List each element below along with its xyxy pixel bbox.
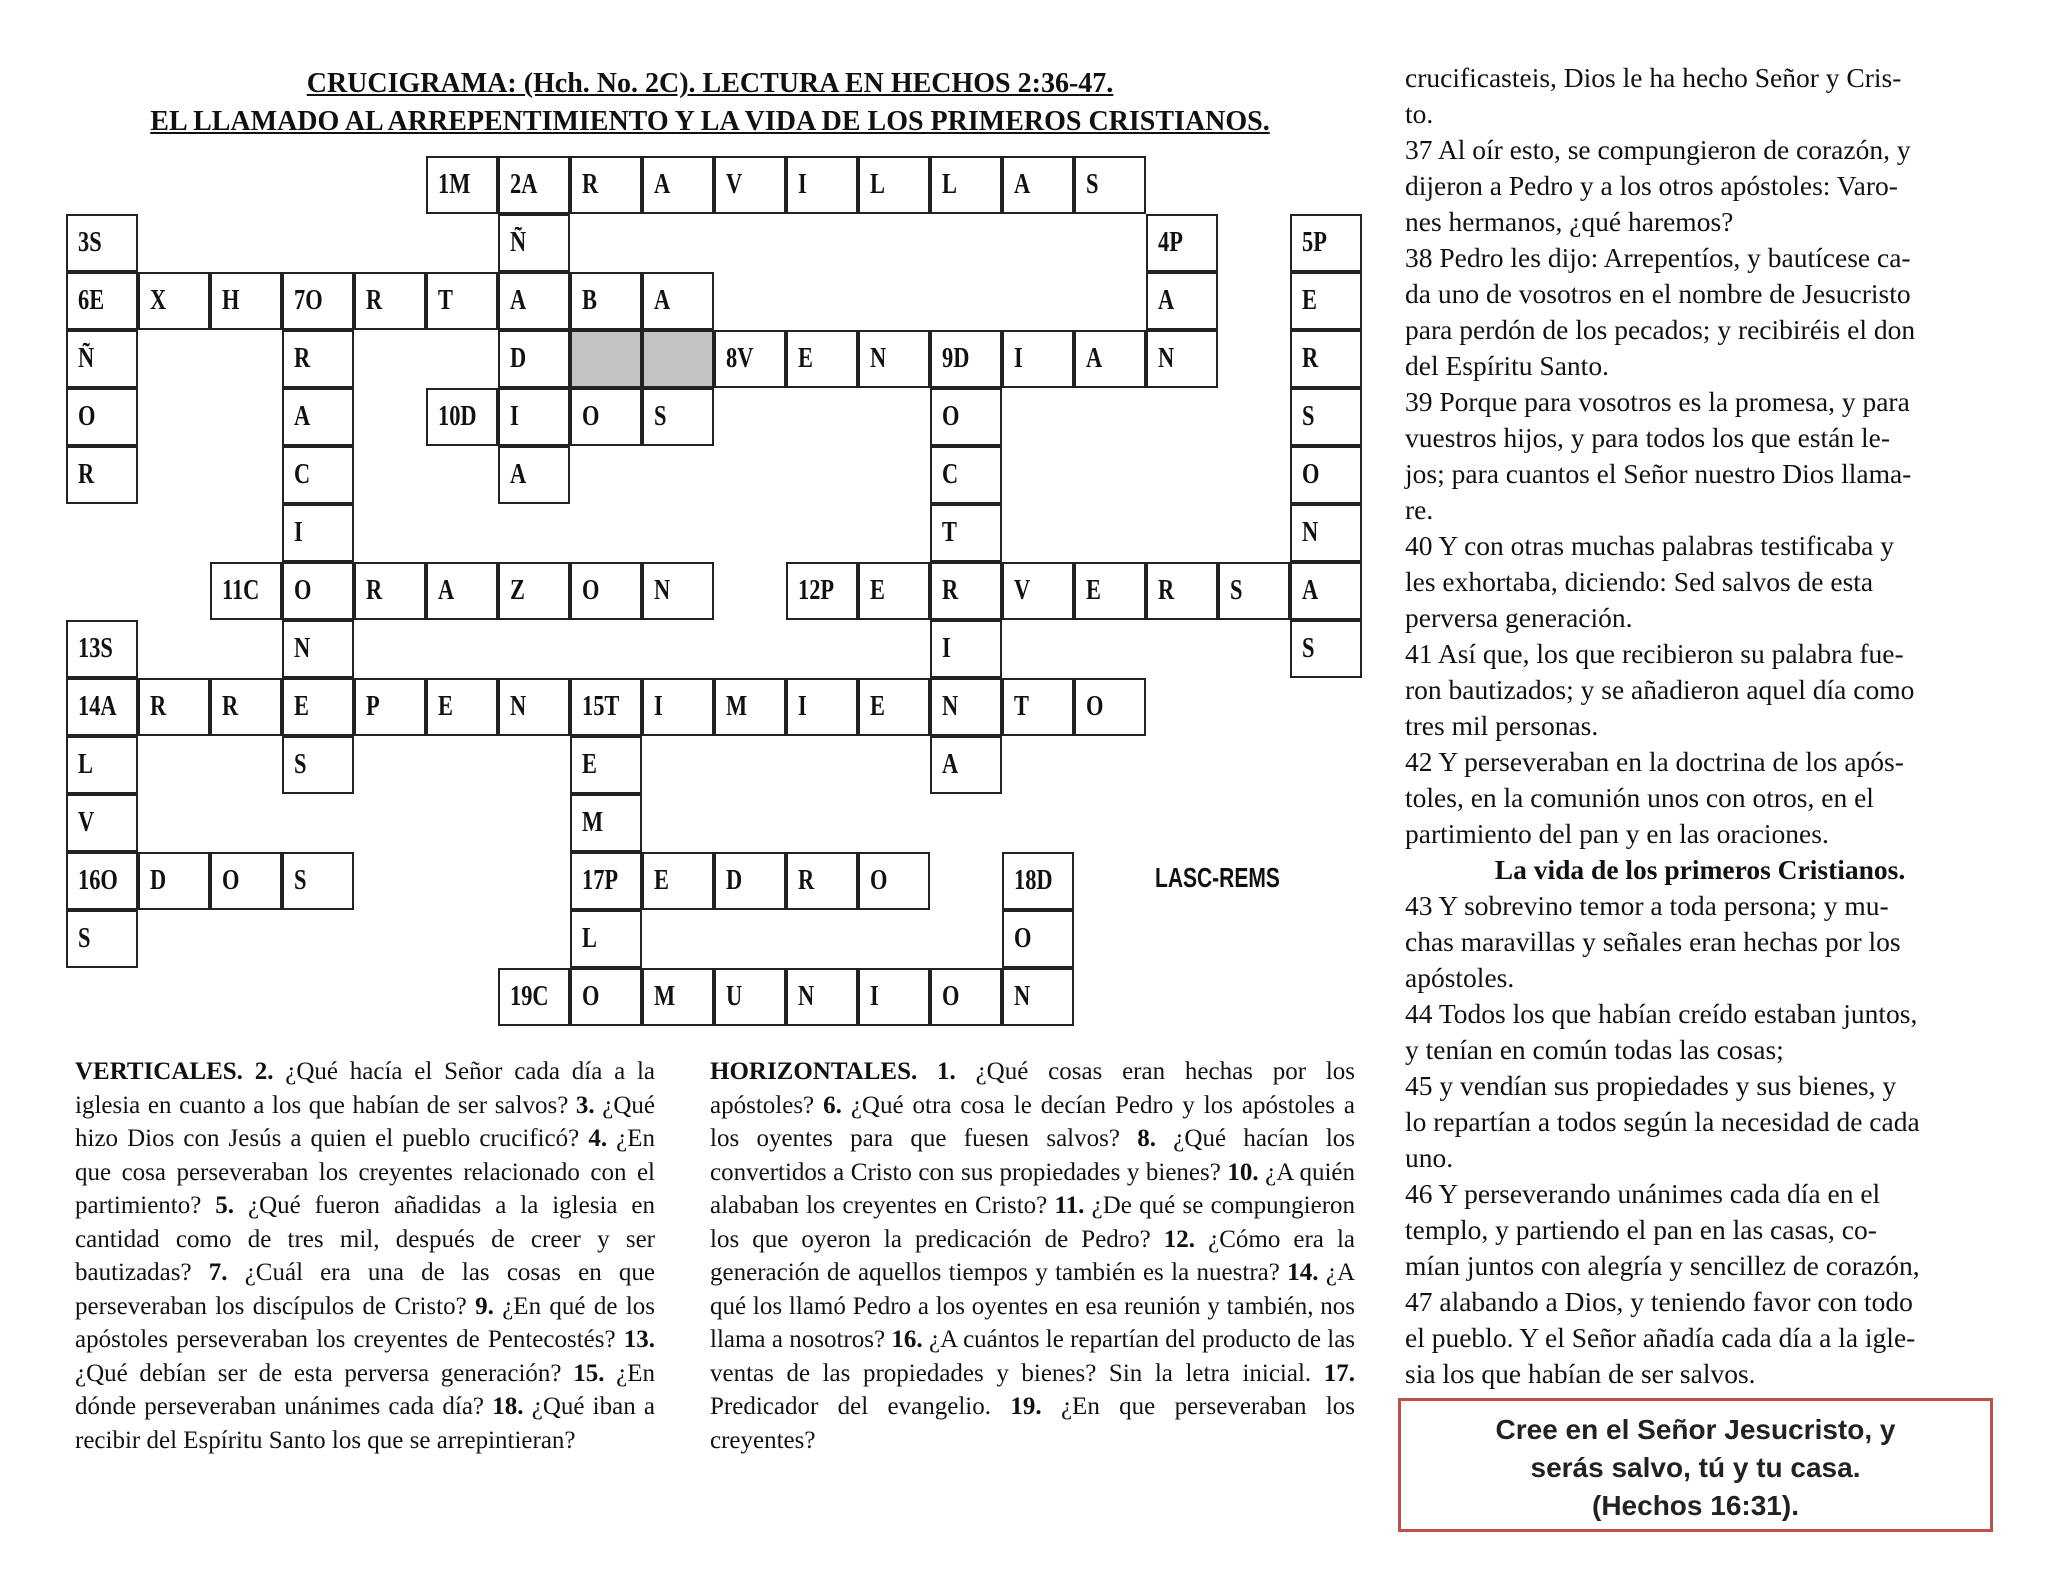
grid-cell: I bbox=[282, 504, 354, 562]
grid-cell: D bbox=[714, 852, 786, 910]
clue-number: 5. bbox=[215, 1192, 235, 1219]
grid-cell: T bbox=[426, 272, 498, 330]
grid-cell: 14A bbox=[66, 678, 138, 736]
scripture-line: sia los que habían de ser salvos. bbox=[1405, 1358, 1756, 1389]
scripture-lines-part-1 bbox=[1405, 60, 1995, 852]
clue-text: ¿Qué debían ser de esta perversa generación? bbox=[75, 1359, 562, 1387]
clue-text: ¿Qué hizo Dios con Jesús a quien el pueblo crucificó? bbox=[75, 1091, 656, 1152]
grid-cell: O bbox=[930, 968, 1002, 1026]
scripture-line: partimiento del pan y en las oraciones. bbox=[1405, 818, 1829, 849]
grid-cell: 1M bbox=[426, 156, 498, 214]
clue-number: 3. bbox=[575, 1091, 595, 1119]
grid-cell: R bbox=[66, 446, 138, 504]
grid-cell: A bbox=[282, 388, 354, 446]
clue-text: ¿Qué cosas eran hechas por los apóstoles? bbox=[710, 1058, 1355, 1119]
grid-cell: B bbox=[570, 272, 642, 330]
grid-cell: R bbox=[210, 678, 282, 736]
grid-cell: N bbox=[930, 678, 1002, 736]
grid-cell: R bbox=[786, 852, 858, 910]
grid-cell: V bbox=[1002, 562, 1074, 620]
grid-cell: U bbox=[714, 968, 786, 1026]
grid-cell: A bbox=[1002, 156, 1074, 214]
clue-number: 18. bbox=[492, 1393, 524, 1420]
title-line-2: EL LLAMADO AL ARREPENTIMIENTO Y LA VIDA DE LOS PRIMEROS CRISTIANOS. bbox=[150, 106, 1270, 137]
grid-cell: 7O bbox=[282, 272, 354, 330]
grid-cell: O bbox=[858, 852, 930, 910]
scripture-line: toles, en la comunión unos con otros, en el bbox=[1405, 782, 1874, 813]
scripture-line: mían juntos con alegría y sencillez de corazón, bbox=[1405, 1250, 1920, 1281]
grid-cell: H bbox=[210, 272, 282, 330]
grid-cell: A bbox=[426, 562, 498, 620]
grid-cell: E bbox=[858, 678, 930, 736]
grid-cell: 4P bbox=[1146, 214, 1218, 272]
scripture-line: dijeron a Pedro y a los otros apóstoles: Varo- bbox=[1405, 170, 1898, 201]
clue-text: ¿En que cosa perseveraban los creyentes relacionado con el partimiento? bbox=[75, 1125, 655, 1219]
clue-number: 9. bbox=[475, 1292, 494, 1320]
grid-cell: E bbox=[786, 330, 858, 388]
grid-cell: 8V bbox=[714, 330, 786, 388]
grid-cell: I bbox=[858, 968, 930, 1026]
grid-cell: X bbox=[138, 272, 210, 330]
clue-section-heading: HORIZONTALES. bbox=[710, 1058, 918, 1085]
clue-number: 19. bbox=[1010, 1393, 1042, 1420]
grid-cell: 17P bbox=[570, 852, 642, 910]
scripture-line: vuestros hijos, y para todos los que están le- bbox=[1405, 422, 1890, 453]
grid-cell: R bbox=[282, 330, 354, 388]
clue-text: ¿En que perseveraban los creyentes? bbox=[710, 1393, 1356, 1454]
grid-cell: E bbox=[426, 678, 498, 736]
grid-cell: C bbox=[930, 446, 1002, 504]
grid-cell: A bbox=[498, 272, 570, 330]
grid-cell: M bbox=[570, 794, 642, 852]
scripture-line: re. bbox=[1405, 494, 1434, 525]
grid-cell: 13S bbox=[66, 620, 138, 678]
grid-cell: R bbox=[138, 678, 210, 736]
clue-text: ¿A quién alababan los creyentes en Cristo? bbox=[710, 1158, 1355, 1219]
grid-cell: T bbox=[930, 504, 1002, 562]
clue-text: ¿Qué hacían los convertidos a Cristo con sus propiedades y bienes? bbox=[710, 1125, 1356, 1186]
grid-cell: Z bbox=[498, 562, 570, 620]
grid-cell: E bbox=[642, 852, 714, 910]
scripture-line: nes hermanos, ¿qué haremos? bbox=[1405, 206, 1734, 237]
scripture-line: lo repartían a todos según la necesidad de cada bbox=[1405, 1106, 1920, 1137]
grid-cell: I bbox=[498, 388, 570, 446]
clue-text: ¿Cómo era la generación de aquellos tiempos y también es la nuestra? bbox=[710, 1225, 1356, 1286]
grid-cell: O bbox=[1290, 446, 1362, 504]
verse-line-2: serás salvo, tú y tu casa. bbox=[1530, 1452, 1861, 1483]
scripture-line: apóstoles. bbox=[1405, 962, 1515, 993]
clue-text: ¿Qué hacía el Señor cada día a la iglesia en cuanto a los que habían de ser salvos? bbox=[75, 1058, 655, 1119]
scripture-line: 46 Y perseverando unánimes cada día en el bbox=[1405, 1178, 1881, 1209]
scripture-column bbox=[1405, 60, 1995, 1392]
grid-cell: O bbox=[570, 968, 642, 1026]
scripture-line: les exhortaba, diciendo: Sed salvos de esta bbox=[1405, 566, 1874, 597]
grid-cell: L bbox=[570, 910, 642, 968]
clue-number: 1. bbox=[937, 1058, 956, 1085]
grid-cell: D bbox=[138, 852, 210, 910]
grid-cell: 16O bbox=[66, 852, 138, 910]
grid-cell: E bbox=[1074, 562, 1146, 620]
grid-cell: E bbox=[570, 736, 642, 794]
grid-cell: E bbox=[1290, 272, 1362, 330]
grid-cell: R bbox=[354, 272, 426, 330]
scripture-line: 37 Al oír esto, se compungieron de corazón, y bbox=[1405, 134, 1911, 165]
grid-cell: 10D bbox=[426, 388, 498, 446]
scripture-line: crucificasteis, Dios le ha hecho Señor y Cris- bbox=[1405, 62, 1902, 93]
author-credit: LASC-REMS bbox=[1155, 862, 1280, 893]
verse-line-1: Cree en el Señor Jesucristo, y bbox=[1495, 1414, 1896, 1445]
scripture-line: 44 Todos los que habían creído estaban juntos, bbox=[1405, 998, 1918, 1029]
grid-cell: N bbox=[1290, 504, 1362, 562]
grid-cell-blocked bbox=[570, 330, 642, 388]
grid-cell: D bbox=[498, 330, 570, 388]
grid-cell: I bbox=[786, 678, 858, 736]
clue-text: ¿De qué se compungieron los que oyeron la predicación de Pedro? bbox=[710, 1192, 1356, 1253]
grid-cell: A bbox=[642, 156, 714, 214]
grid-cell: E bbox=[858, 562, 930, 620]
clue-number: 4. bbox=[588, 1125, 608, 1152]
scripture-line: ron bautizados; y se añadieron aquel día como bbox=[1405, 674, 1915, 705]
grid-cell: S bbox=[1218, 562, 1290, 620]
grid-cell: C bbox=[282, 446, 354, 504]
grid-cell: N bbox=[786, 968, 858, 1026]
grid-cell: M bbox=[714, 678, 786, 736]
grid-cell: A bbox=[1146, 272, 1218, 330]
scripture-line: el pueblo. Y el Señor añadía cada día a la igle- bbox=[1405, 1322, 1916, 1353]
grid-cell: L bbox=[858, 156, 930, 214]
grid-cell: O bbox=[930, 388, 1002, 446]
clue-number: 10. bbox=[1227, 1158, 1259, 1186]
scripture-line: 45 y vendían sus propiedades y sus bienes, y bbox=[1405, 1070, 1897, 1101]
clue-text: Predicador del evangelio. bbox=[710, 1393, 991, 1420]
scripture-line: chas maravillas y señales eran hechas por los bbox=[1405, 926, 1901, 957]
grid-cell: O bbox=[570, 388, 642, 446]
title-line-1: CRUCIGRAMA: (Hch. No. 2C). LECTURA EN HECHOS 2:36-47. bbox=[306, 68, 1114, 99]
scripture-line: 43 Y sobrevino temor a toda persona; y mu- bbox=[1405, 890, 1889, 921]
grid-cell: A bbox=[498, 446, 570, 504]
scripture-lines-part-2 bbox=[1405, 888, 1995, 1392]
grid-cell: O bbox=[570, 562, 642, 620]
grid-cell: A bbox=[1290, 562, 1362, 620]
clue-number: 15. bbox=[573, 1359, 605, 1387]
grid-cell: O bbox=[1074, 678, 1146, 736]
grid-cell: O bbox=[1002, 910, 1074, 968]
horizontal-clues bbox=[710, 1055, 1355, 1457]
clue-text: ¿A qué los llamó Pedro a los oyentes en esa reunión y también, nos llama a nosotros? bbox=[710, 1259, 1356, 1353]
grid-cell: R bbox=[1290, 330, 1362, 388]
grid-cell: I bbox=[642, 678, 714, 736]
scripture-line: 42 Y perseveraban en la doctrina de los após- bbox=[1405, 746, 1904, 777]
grid-cell: S bbox=[642, 388, 714, 446]
grid-cell: 3S bbox=[66, 214, 138, 272]
clue-number: 7. bbox=[208, 1259, 228, 1286]
scripture-line: da uno de vosotros en el nombre de Jesucristo bbox=[1405, 278, 1911, 309]
grid-cell: L bbox=[66, 736, 138, 794]
grid-cell: Ñ bbox=[66, 330, 138, 388]
grid-cell: P bbox=[354, 678, 426, 736]
scripture-line: 38 Pedro les dijo: Arrepentíos, y bautícese ca- bbox=[1405, 242, 1911, 273]
clue-text: ¿Cuál era una de las cosas en que perseveraban los discípulos de Cristo? bbox=[75, 1259, 656, 1320]
grid-cell: E bbox=[282, 678, 354, 736]
grid-cell: V bbox=[66, 794, 138, 852]
grid-cell: V bbox=[714, 156, 786, 214]
grid-cell: L bbox=[930, 156, 1002, 214]
scripture-line: tres mil personas. bbox=[1405, 710, 1599, 741]
grid-cell: A bbox=[642, 272, 714, 330]
grid-cell: R bbox=[1146, 562, 1218, 620]
grid-cell: I bbox=[786, 156, 858, 214]
grid-cell: O bbox=[210, 852, 282, 910]
grid-cell: T bbox=[1002, 678, 1074, 736]
grid-cell: O bbox=[282, 562, 354, 620]
grid-cell: M bbox=[642, 968, 714, 1026]
scripture-line: to. bbox=[1405, 98, 1434, 129]
grid-cell: 5P bbox=[1290, 214, 1362, 272]
clue-number: 16. bbox=[891, 1326, 923, 1353]
grid-cell: S bbox=[1290, 388, 1362, 446]
clue-number: 14. bbox=[1287, 1259, 1319, 1286]
grid-cell: S bbox=[282, 736, 354, 794]
clue-text: ¿En dónde perseveraban unánimes cada día? bbox=[75, 1359, 656, 1420]
scripture-line: 41 Así que, los que recibieron su palabra fue- bbox=[1405, 638, 1904, 669]
scripture-subheading: La vida de los primeros Cristianos. bbox=[1494, 854, 1906, 885]
grid-cell: S bbox=[282, 852, 354, 910]
clue-number: 12. bbox=[1163, 1225, 1196, 1253]
grid-cell: 6E bbox=[66, 272, 138, 330]
grid-cell: R bbox=[930, 562, 1002, 620]
grid-cell: 18D bbox=[1002, 852, 1074, 910]
scripture-line: 40 Y con otras muchas palabras testificaba y bbox=[1405, 530, 1894, 561]
clue-text: ¿A cuántos le repartían del producto de las ventas de las propiedades y bienes? Sin la letra inicial. bbox=[710, 1326, 1356, 1387]
grid-cell: N bbox=[498, 678, 570, 736]
clue-number: 6. bbox=[823, 1091, 842, 1119]
scripture-line: 39 Porque para vosotros es la promesa, y para bbox=[1405, 386, 1910, 417]
clue-number: 8. bbox=[1137, 1125, 1156, 1152]
scripture-line: uno. bbox=[1405, 1142, 1454, 1173]
grid-cell: N bbox=[642, 562, 714, 620]
clue-number: 17. bbox=[1323, 1359, 1356, 1387]
grid-cell: 19C bbox=[498, 968, 570, 1026]
grid-cell: N bbox=[282, 620, 354, 678]
grid-cell: Ñ bbox=[498, 214, 570, 272]
grid-cell: S bbox=[1074, 156, 1146, 214]
clue-number: 11. bbox=[1054, 1192, 1085, 1219]
scripture-line: 47 alabando a Dios, y teniendo favor con todo bbox=[1405, 1286, 1913, 1317]
clue-number: 2. bbox=[254, 1058, 274, 1085]
clue-text: ¿En qué de los apóstoles perseveraban los creyentes de Pentecostés? bbox=[75, 1292, 656, 1353]
grid-cell: N bbox=[1002, 968, 1074, 1026]
grid-cell: R bbox=[570, 156, 642, 214]
verse-reference: (Hechos 16:31). bbox=[1592, 1490, 1799, 1521]
grid-cell: 9D bbox=[930, 330, 1002, 388]
scripture-line: para perdón de los pecados; y recibiréis el don bbox=[1405, 314, 1916, 345]
grid-cell-blocked bbox=[642, 330, 714, 388]
clue-section-heading: VERTICALES. bbox=[75, 1058, 243, 1085]
grid-cell: N bbox=[858, 330, 930, 388]
grid-cell: 12P bbox=[786, 562, 858, 620]
scripture-line: y tenían en común todas las cosas; bbox=[1405, 1034, 1784, 1065]
grid-cell: S bbox=[66, 910, 138, 968]
grid-cell: I bbox=[1002, 330, 1074, 388]
grid-cell: S bbox=[1290, 620, 1362, 678]
grid-cell: R bbox=[354, 562, 426, 620]
grid-cell: 2A bbox=[498, 156, 570, 214]
grid-cell: I bbox=[930, 620, 1002, 678]
clue-text: ¿Qué otra cosa le decían Pedro y los apóstoles a los oyentes para que fuesen salvos? bbox=[710, 1091, 1355, 1152]
grid-cell: A bbox=[930, 736, 1002, 794]
grid-cell: N bbox=[1146, 330, 1218, 388]
scripture-line: jos; para cuantos el Señor nuestro Dios llama- bbox=[1405, 458, 1912, 489]
scripture-line: del Espíritu Santo. bbox=[1405, 350, 1609, 381]
clue-number: 13. bbox=[623, 1326, 656, 1353]
verse-box bbox=[1398, 1398, 1993, 1532]
scripture-line: templo, y partiendo el pan en las casas, co- bbox=[1405, 1214, 1877, 1245]
grid-cell: 11C bbox=[210, 562, 282, 620]
grid-cell: O bbox=[66, 388, 138, 446]
clue-text: ¿Qué iban a recibir del Espíritu Santo los que se arrepintieran? bbox=[75, 1393, 656, 1454]
grid-cell: A bbox=[1074, 330, 1146, 388]
scripture-line: perversa generación. bbox=[1405, 602, 1633, 633]
vertical-clues bbox=[75, 1055, 655, 1457]
clue-text: ¿Qué fueron añadidas a la iglesia en cantidad como de tres mil, después de creer y ser bautizadas? bbox=[75, 1192, 656, 1286]
grid-cell: 15T bbox=[570, 678, 642, 736]
